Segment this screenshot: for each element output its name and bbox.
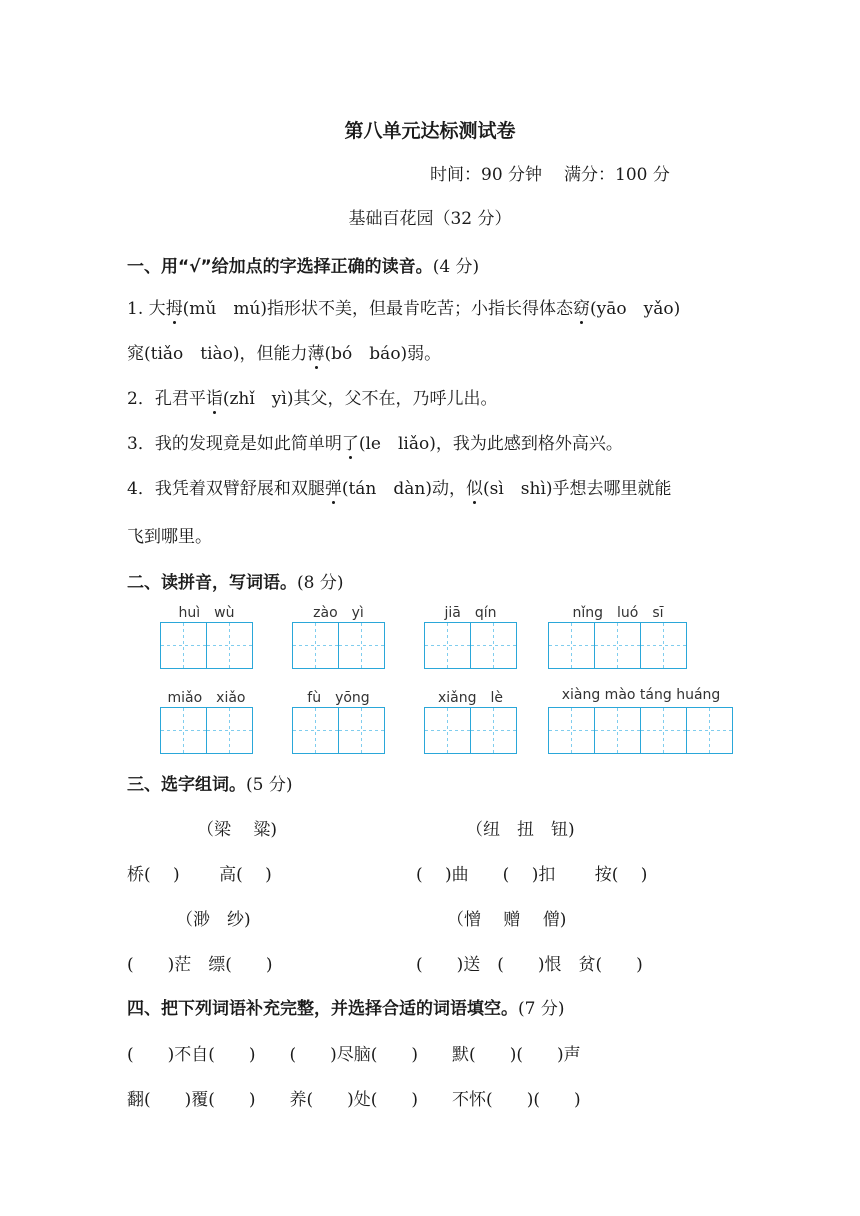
pinyin-label: jiā qín	[444, 605, 497, 621]
q1-text: (le liǎo)，我为此感到格外高兴。	[358, 434, 623, 454]
writing-box[interactable]	[425, 623, 471, 668]
q4-heading	[127, 994, 564, 1019]
q2-heading	[127, 568, 343, 593]
writing-boxes[interactable]	[292, 707, 385, 754]
writing-box[interactable]	[339, 708, 384, 753]
pinyin-label: zào yì	[313, 605, 364, 621]
q1-line-1	[127, 294, 680, 319]
writing-box[interactable]	[207, 708, 252, 753]
fill-row-2a: ( )茫 缥( )	[127, 955, 273, 975]
writing-box[interactable]	[641, 623, 686, 668]
pinyin-label: fù yōng	[307, 690, 370, 706]
writing-box[interactable]	[549, 623, 595, 668]
idiom-row-1: ( )不自( ) ( )尽脑( ) 默( )( )声	[127, 1045, 581, 1065]
page-title: 第八单元达标测试卷	[344, 120, 516, 142]
q1-line-2	[127, 339, 441, 364]
section-subtitle: 基础百花园（32 分）	[348, 209, 512, 229]
writing-box[interactable]	[161, 708, 207, 753]
writing-boxes[interactable]	[424, 707, 517, 754]
writing-box[interactable]	[207, 623, 252, 668]
pinyin-label: xiàng mào táng huáng	[561, 687, 721, 703]
dotted-char: 诣	[206, 384, 223, 409]
exam-meta	[430, 160, 670, 185]
pinyin-label: huì wù	[178, 605, 235, 621]
writing-boxes[interactable]	[424, 622, 517, 669]
q2-score: (8 分)	[297, 573, 344, 593]
writing-box[interactable]	[425, 708, 471, 753]
char-options-2: （纽 扭 钮)	[466, 820, 575, 840]
q1-text: 2．孔君平	[127, 389, 206, 409]
writing-box[interactable]	[595, 708, 641, 753]
writing-boxes[interactable]	[548, 622, 687, 669]
pinyin-label: nǐng luó sī	[572, 605, 664, 621]
dotted-char: 拇	[166, 294, 183, 319]
total-score: 满分：100 分	[564, 165, 670, 185]
q1-text: (yāo yǎo)	[590, 299, 681, 319]
dotted-char: 薄	[308, 339, 325, 364]
q4-heading-text: 四、把下列词语补充完整，并选择合适的词语填空。	[127, 999, 518, 1019]
q1-text: 1. 大	[127, 299, 166, 319]
writing-box[interactable]	[549, 708, 595, 753]
q1-text: 3．我的发现竟是如此简单明	[127, 434, 342, 454]
writing-boxes[interactable]	[160, 707, 253, 754]
q1-line-3	[127, 384, 497, 409]
dotted-char: 弹	[325, 474, 342, 499]
dotted-char: 似	[466, 474, 483, 499]
q1-heading-text: 一、用“√”给加点的字选择正确的读音。	[127, 257, 433, 277]
writing-boxes[interactable]	[160, 622, 253, 669]
writing-box[interactable]	[339, 623, 384, 668]
q3-score: (5 分)	[246, 775, 293, 795]
q2-heading-text: 二、读拼音，写词语。	[127, 573, 297, 593]
fill-row-2b: ( )送 ( )恨 贫( )	[416, 955, 643, 975]
q4-score: (7 分)	[518, 999, 565, 1019]
writing-box[interactable]	[293, 708, 339, 753]
q1-text: (mǔ mú)指形状不美，但最肯吃苦；小指长得体态	[182, 299, 574, 319]
q1-text: (tán dàn)动，	[341, 479, 466, 499]
q3-heading-text: 三、选字组词。	[127, 775, 246, 795]
q1-text: (sì shì)乎想去哪里就能	[482, 479, 672, 499]
writing-boxes[interactable]	[292, 622, 385, 669]
q1-line-4	[127, 429, 623, 454]
q1-score: (4 分)	[432, 257, 480, 277]
writing-box[interactable]	[293, 623, 339, 668]
dotted-char: 窈	[573, 294, 590, 319]
pinyin-label: xiǎng lè	[437, 690, 504, 706]
char-options-3: （渺 纱)	[176, 910, 251, 930]
fill-row-1b: ( )曲 ( )扣 按( )	[416, 865, 648, 885]
q1-text: (zhǐ yì)其父，父不在，乃呼儿出。	[222, 389, 498, 409]
time-limit: 时间：90 分钟	[430, 165, 543, 185]
q1-text: 4．我凭着双臂舒展和双腿	[127, 479, 325, 499]
char-options-4: （憎 赠 僧)	[447, 910, 567, 930]
dotted-char: 了	[342, 429, 359, 454]
fill-row-1a: 桥( ) 高( )	[127, 865, 272, 885]
writing-box[interactable]	[471, 623, 516, 668]
q1-line-6: 飞到哪里。	[127, 527, 212, 547]
q1-text: (bó báo)弱。	[324, 344, 442, 364]
writing-boxes[interactable]	[548, 707, 733, 754]
idiom-row-2: 翻( )覆( ) 养( )处( ) 不怀( )( )	[127, 1090, 581, 1110]
writing-box[interactable]	[471, 708, 516, 753]
pinyin-label: miǎo xiǎo	[167, 690, 246, 706]
q1-heading	[127, 252, 479, 277]
q1-text: 窕(tiǎo tiào)，但能力	[127, 344, 308, 364]
writing-box[interactable]	[161, 623, 207, 668]
q1-line-5	[127, 474, 672, 499]
writing-box[interactable]	[641, 708, 687, 753]
char-options-1: （梁 粱)	[197, 820, 278, 840]
q3-heading	[127, 770, 292, 795]
writing-box[interactable]	[595, 623, 641, 668]
writing-box[interactable]	[687, 708, 732, 753]
